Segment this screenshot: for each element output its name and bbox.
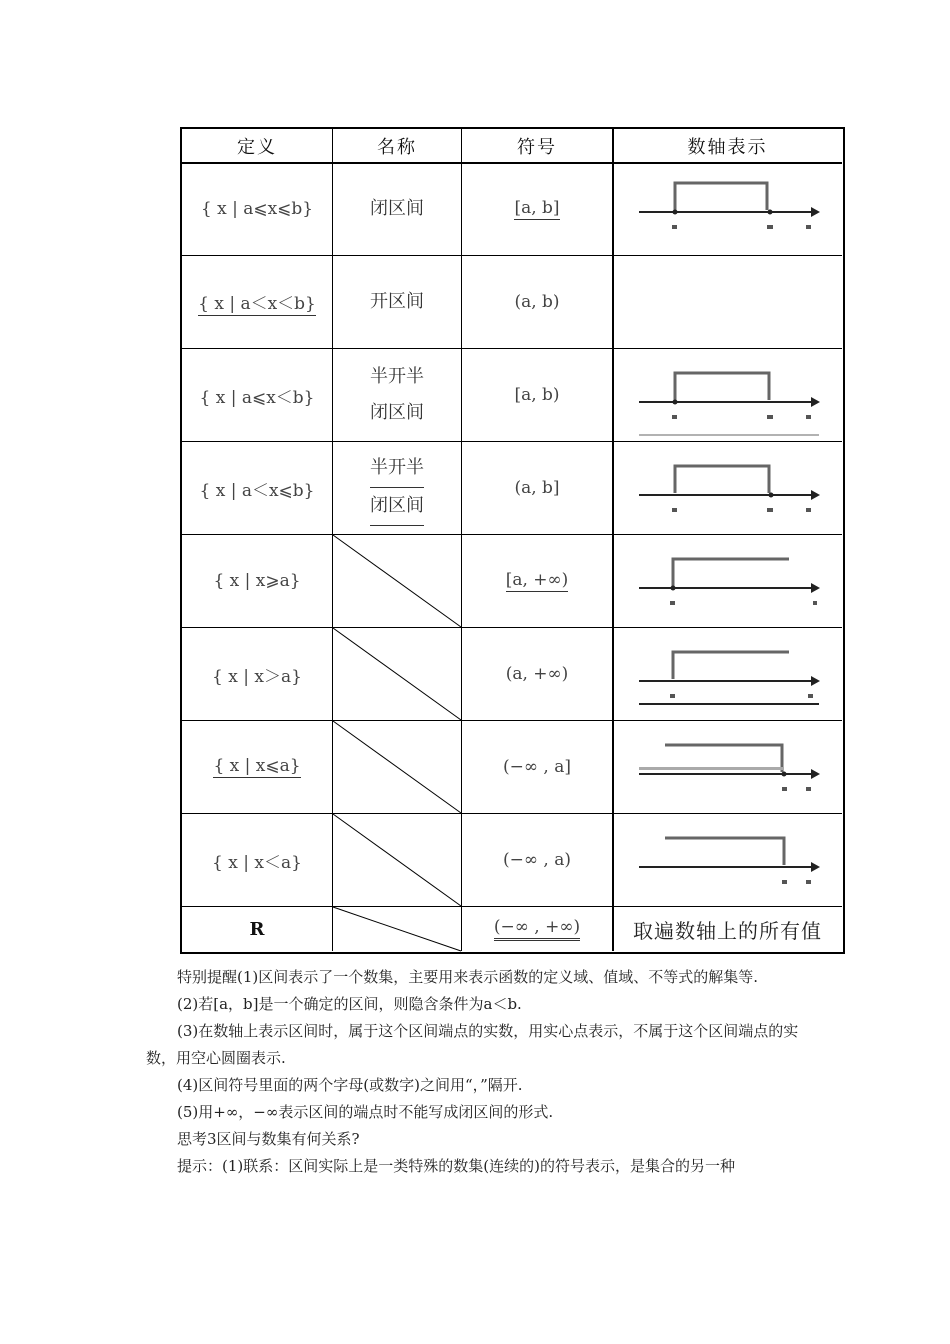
- think-3-question: 思考3区间与数集有何关系?: [177, 1130, 360, 1148]
- header-symbol: 符号: [517, 136, 557, 158]
- row9-symbol: [462, 907, 612, 951]
- row3-name-line2: 闭区间: [370, 402, 424, 423]
- row9-number-line-text: 取遍数轴上的所有值: [633, 918, 822, 943]
- row2-definition: [182, 256, 332, 348]
- empty-name-diagonal: [333, 814, 461, 906]
- row4-name-line2: 闭区间: [370, 488, 424, 526]
- row5-definition: { x | x⩾a}: [213, 571, 301, 591]
- number-line-ray-left-open: [613, 814, 842, 906]
- row4-symbol: (a, b]: [514, 478, 560, 498]
- row1-symbol: [462, 163, 612, 255]
- header-definition: 定义: [237, 136, 277, 158]
- row7-definition: [182, 721, 332, 813]
- row1-symbol-text: [a, b]: [514, 198, 560, 218]
- row7-definition-text: { x | x⩽a}: [213, 756, 301, 776]
- row8-symbol: (−∞ , a): [502, 850, 572, 870]
- row9-definition: R: [249, 918, 265, 940]
- empty-name-diagonal: [333, 535, 461, 627]
- row8-definition: { x | x＜a}: [212, 852, 302, 873]
- row2-definition-text: { x | a＜x＜b}: [198, 289, 316, 316]
- hint-text: 提示：(1)联系：区间实际上是一类特殊的数集(连续的)的符号表示，是集合的另一种: [177, 1157, 735, 1175]
- row5-symbol: [462, 535, 612, 627]
- row7-symbol: (−∞ , a]: [502, 757, 572, 777]
- row3-definition: { x | a⩽x＜b}: [199, 387, 315, 408]
- empty-name-diagonal: [333, 721, 461, 813]
- note-special-reminder: 特别提醒(1)区间表示了一个数集，主要用来表示函数的定义域、值域、不等式的解集等.: [177, 968, 759, 986]
- row6-definition: { x | x＞a}: [212, 666, 302, 687]
- note-2: (2)若[a，b]是一个确定的区间，则隐含条件为a＜b.: [177, 995, 522, 1013]
- note-3: (3)在数轴上表示区间时，属于这个区间端点的实数，用实心点表示，不属于这个区间端点的实数，用空心圆圈表示.: [146, 1022, 799, 1067]
- interval-table: [180, 127, 845, 954]
- number-line-half-open-left: [613, 442, 842, 534]
- row3-symbol: [a, b): [514, 385, 560, 405]
- number-line-ray-closed: [613, 535, 842, 627]
- number-line-closed: [613, 163, 842, 255]
- row2-symbol: (a, b): [514, 292, 560, 312]
- note-4: (4)区间符号里面的两个字母(或数字)之间用“，”隔开.: [177, 1076, 523, 1094]
- notes-section: [146, 964, 816, 1180]
- row4-definition: { x | a＜x⩽b}: [199, 480, 315, 501]
- row4-name-line1: 半开半: [370, 450, 424, 488]
- empty-name-diagonal: [333, 907, 461, 951]
- row2-name: 开区间: [370, 291, 424, 312]
- number-line-half-open-right: [613, 349, 842, 441]
- number-line-ray-open: [613, 628, 842, 720]
- row3-name-line1: 半开半: [370, 366, 424, 387]
- row4-name: [333, 442, 461, 534]
- header-number-line: 数轴表示: [687, 136, 768, 158]
- row3-name: [333, 349, 461, 441]
- note-5: (5)用+∞，−∞表示区间的端点时不能写成闭区间的形式.: [177, 1103, 554, 1121]
- row1-name: 闭区间: [370, 198, 424, 219]
- empty-name-diagonal: [333, 628, 461, 720]
- row1-definition: { x | a⩽x⩽b}: [200, 199, 314, 219]
- header-name: 名称: [377, 136, 417, 158]
- row6-symbol: (a, +∞): [505, 664, 569, 684]
- number-line-ray-left-closed: [613, 721, 842, 813]
- row9-symbol-text: (−∞ , +∞): [494, 917, 580, 941]
- row5-symbol-text: [a, +∞): [505, 570, 569, 590]
